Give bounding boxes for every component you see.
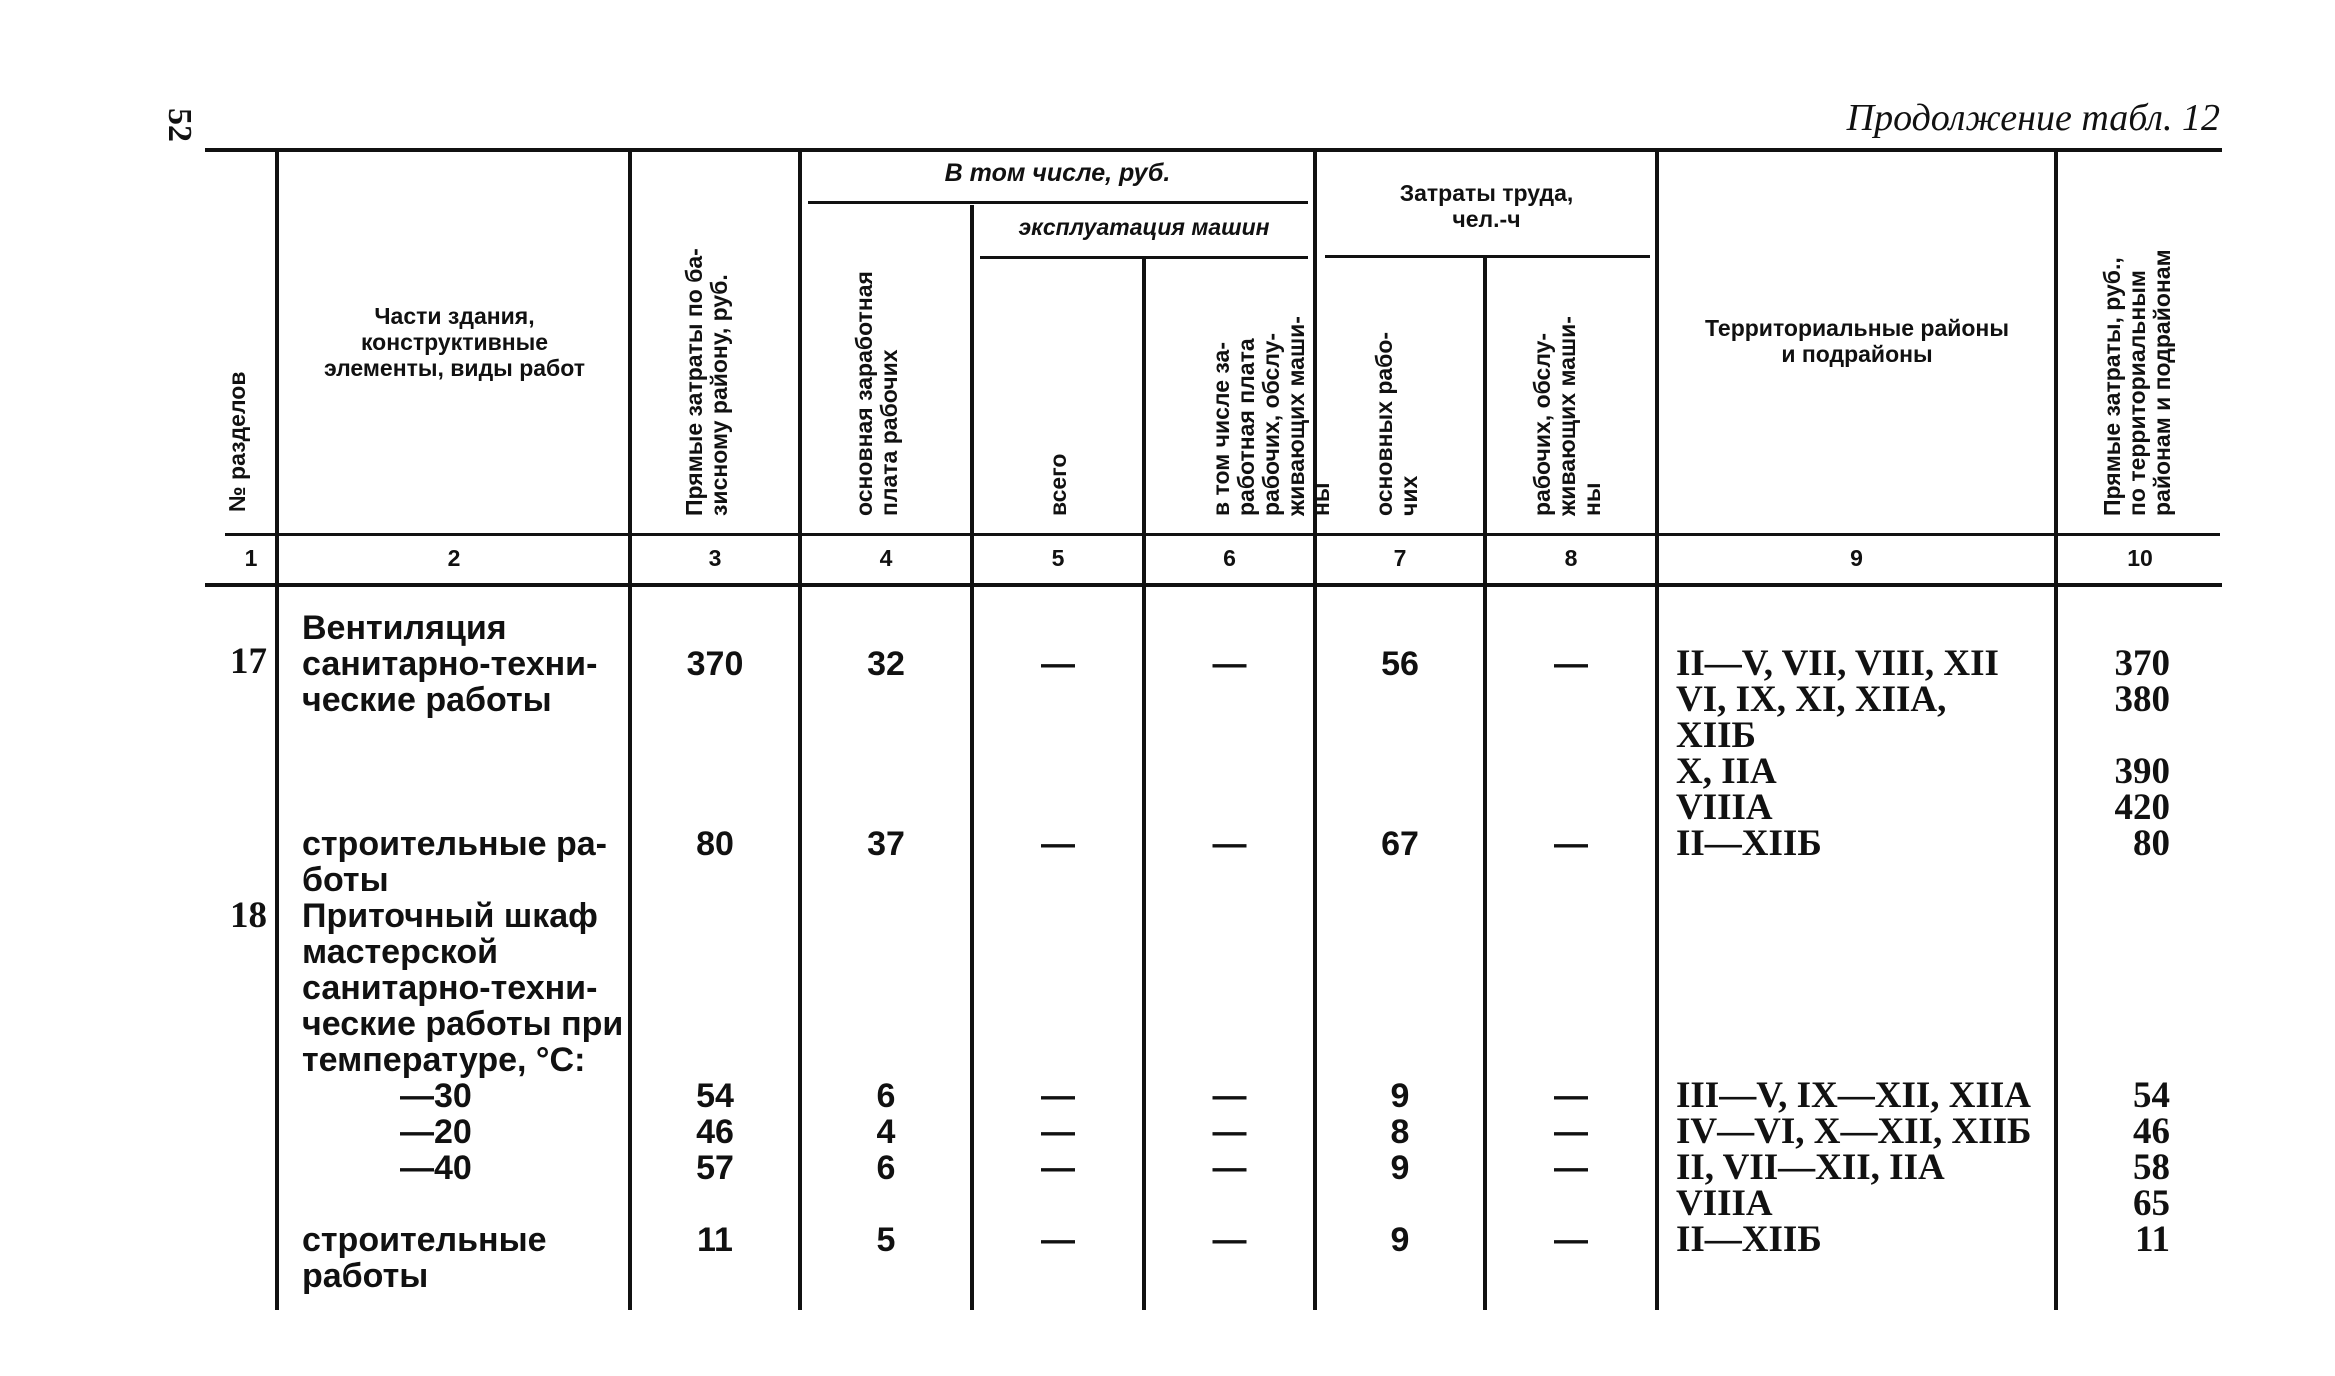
s18-build-region: II—XIIБ: [1676, 1219, 1822, 1260]
s18-build-cost: 11: [2135, 1219, 2170, 1260]
s17-cost-1: 370: [2114, 643, 2170, 684]
header-col4: основная заработная плата рабочих: [851, 271, 902, 516]
table-continuation-caption: Продолжение табл. 12: [1846, 97, 2220, 139]
header-col2: Части здания, конструктивные элементы, виды работ: [323, 303, 585, 381]
page-number: 52: [161, 108, 198, 142]
row-number-18: 18: [230, 895, 267, 936]
s18-build-col4: 5: [876, 1221, 896, 1259]
header-col3: Прямые затраты по ба- зисному району, руб.: [681, 248, 732, 516]
s18-temp-3-col5: —: [1041, 1149, 1075, 1187]
header-col5: всего: [1045, 453, 1071, 516]
s18-temp-2-region: IV—VI, X—XII, XIIБ: [1676, 1111, 2032, 1152]
s18-temp-2-col3: 46: [696, 1113, 734, 1151]
rule-top: [205, 148, 2222, 152]
colnum-8: 8: [1564, 545, 1578, 571]
s18-temp-2-col5: —: [1041, 1113, 1075, 1151]
s18-temp-3-col4: 6: [876, 1149, 896, 1187]
s18-temp-1: —30: [400, 1077, 472, 1115]
s18-temp-1-col5: —: [1041, 1077, 1075, 1115]
rule-colnum-bottom: [205, 583, 2222, 587]
s18-temp-3-col6: —: [1212, 1149, 1247, 1187]
header-group-machines: эксплуатация машин: [1018, 214, 1270, 240]
s17-build-line2: боты: [302, 861, 389, 899]
s18-build-col3: 11: [697, 1221, 733, 1259]
s17-region-1: II—V, VII, VIII, XII: [1676, 643, 1999, 684]
s17-title: Вентиляция: [302, 609, 507, 647]
s18-title-line3: санитарно-техни-: [302, 969, 598, 1007]
header-col1: № разделов: [224, 371, 250, 512]
colnum-2: 2: [447, 545, 461, 571]
s18-extra-cost: 65: [2133, 1183, 2170, 1224]
s18-temp-1-col3: 54: [696, 1077, 734, 1115]
header-col8: рабочих, обслу- живающих маши- ны: [1529, 316, 1605, 516]
vline-9: [2054, 150, 2058, 1310]
s18-temp-3-region: II, VII—XII, IIA: [1676, 1147, 1945, 1188]
s18-temp-1-col6: —: [1212, 1077, 1247, 1115]
colnum-9: 9: [1850, 545, 1863, 571]
s18-temp-2: —20: [400, 1113, 472, 1151]
s17-build-col7: 67: [1381, 825, 1419, 863]
s17-region-4: X, IIA: [1676, 751, 1777, 792]
s17-san-line2: ческие работы: [302, 681, 552, 719]
s18-build-col7: 9: [1390, 1221, 1410, 1259]
s17-region-5: VIIIA: [1676, 787, 1773, 828]
s18-temp-2-col7: 8: [1390, 1113, 1410, 1151]
header-col9: Территориальные районы и подрайоны: [1705, 315, 2009, 367]
s18-build-col5: —: [1041, 1221, 1075, 1259]
s17-san-line1: санитарно-техни-: [302, 645, 598, 683]
s18-temp-1-region: III—V, IX—XII, XIIA: [1676, 1075, 2032, 1116]
header-group-incl: В том числе, руб.: [944, 159, 1171, 187]
s18-temp-2-col8: —: [1554, 1113, 1588, 1151]
s18-temp-3-col3: 57: [696, 1149, 734, 1187]
s18-build-col6: —: [1212, 1221, 1247, 1259]
s17-cost-3: 390: [2114, 751, 2170, 792]
s18-temp-3-col8: —: [1554, 1149, 1588, 1187]
s18-temp-2-cost: 46: [2133, 1111, 2170, 1152]
s17-san-col7: 56: [1381, 645, 1419, 683]
s17-build-col4: 37: [867, 825, 905, 863]
colnum-4: 4: [879, 545, 893, 571]
s18-temp-3-col7: 9: [1390, 1149, 1410, 1187]
s17-san-col4: 32: [867, 645, 905, 683]
header-col10: Прямые затраты, руб., по территориальным районам и подрайонам: [2099, 249, 2175, 516]
s18-build-line2: работы: [302, 1257, 429, 1295]
colnum-7: 7: [1393, 545, 1407, 571]
s18-extra-region: VIIIA: [1676, 1183, 1773, 1224]
s17-build-cost: 80: [2133, 823, 2170, 864]
header-col6: в том числе за- работная плата рабочих, обслу- живающих маши- ны: [1208, 316, 1334, 516]
s18-temp-1-col8: —: [1554, 1077, 1588, 1115]
s18-build-line1: строительные: [302, 1221, 547, 1259]
vline-1: [275, 150, 279, 1310]
rule-group-labor: [1325, 255, 1650, 258]
colnum-6: 6: [1223, 545, 1236, 571]
s18-temp-1-col4: 6: [876, 1077, 896, 1115]
s18-title-line1: Приточный шкаф: [302, 897, 598, 935]
colnum-1: 1: [244, 545, 258, 571]
s17-san-col5: —: [1041, 645, 1075, 683]
vline-8: [1655, 150, 1659, 1310]
s17-build-col3: 80: [696, 825, 734, 863]
s17-cost-2: 380: [2114, 679, 2170, 720]
s17-region-3: XIIБ: [1676, 715, 1756, 756]
s17-build-col8: —: [1554, 825, 1588, 863]
s17-build-col6: —: [1212, 825, 1247, 863]
header-group-labor: Затраты труда, чел.-ч: [1399, 180, 1574, 232]
rule-header-bottom: [225, 533, 2220, 536]
colnum-10: 10: [2127, 545, 2153, 571]
s18-temp-1-col7: 9: [1390, 1077, 1410, 1115]
s17-build-col5: —: [1041, 825, 1075, 863]
s18-temp-3: —40: [400, 1149, 472, 1187]
s17-san-col8: —: [1554, 645, 1588, 683]
s17-san-col6: —: [1212, 645, 1247, 683]
s18-title-line4: ческие работы при: [302, 1005, 624, 1043]
colnum-3: 3: [708, 545, 722, 571]
s17-build-region: II—XIIБ: [1676, 823, 1822, 864]
s18-build-col8: —: [1554, 1221, 1588, 1259]
s17-region-2: VI, IX, XI, XIIA,: [1676, 679, 1947, 720]
s17-build-line1: строительные ра-: [302, 825, 607, 863]
header-col7: основных рабо- чих: [1371, 331, 1422, 516]
s18-title-line2: мастерской: [302, 933, 498, 971]
s18-temp-2-col4: 4: [876, 1113, 896, 1151]
s18-title-line5: температуре, °С:: [302, 1041, 586, 1079]
colnum-5: 5: [1051, 545, 1065, 571]
s18-temp-2-col6: —: [1212, 1113, 1247, 1151]
s18-temp-3-cost: 58: [2133, 1147, 2170, 1188]
s17-san-col3: 370: [686, 645, 744, 683]
rule-group-incl: [808, 201, 1308, 204]
row-number-17: 17: [230, 641, 267, 682]
s17-cost-4: 420: [2114, 787, 2170, 828]
s18-temp-1-cost: 54: [2133, 1075, 2170, 1116]
